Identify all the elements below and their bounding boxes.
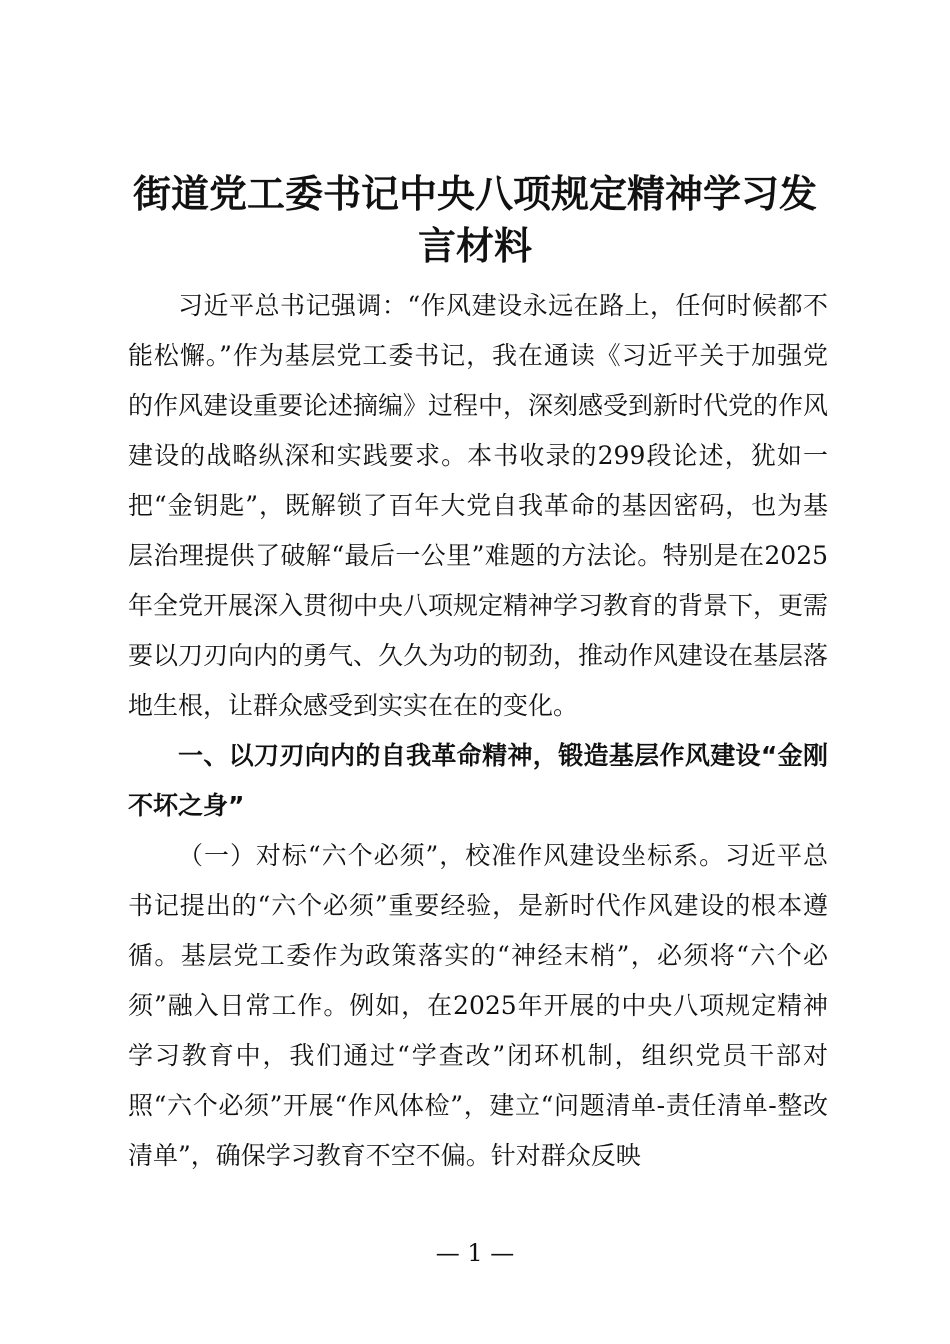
subsection-paragraph: （一）对标“六个必须”，校准作风建设坐标系。习近平总书记提出的“六个必须”重要经验，是新时代作风建设的根本遵循。基层党工委作为政策落实的“神经末梢”，必须将“六个必须”融入日常工作。例如，在2025年开展的中央八项规定精神学习教育中，我们通过“学查改”闭环机制，组织党员干部对照“六个必须”开展“作风体检”，建立“问题清单-责任清单-整改清单”，确保学习教育不空不偏。针对群众反映 <box>128 841 828 1170</box>
document-body <box>128 281 828 1181</box>
document-title: 街道党工委书记中央八项规定精神学习发言材料 <box>132 171 817 268</box>
intro-paragraph: 习近平总书记强调：“作风建设永远在路上，任何时候都不能松懈。”作为基层党工委书记，我在通读《习近平关于加强党的作风建设重要论述摘编》过程中，深刻感受到新时代党的作风建设的战略纵深和实践要求。本书收录的299段论述，犹如一把“金钥匙”，既解锁了百年大党自我革命的基因密码，也为基层治理提供了破解“最后一公里”难题的方法论。特别是在2025年全党开展深入贯彻中央八项规定精神学习教育的背景下，更需要以刀刃向内的勇气、久久为功的韧劲，推动作风建设在基层落地生根，让群众感受到实实在在的变化。 <box>128 291 829 720</box>
page-number: — 1 — <box>435 1239 515 1267</box>
section-heading: 一、以刀刃向内的自我革命精神，锻造基层作风建设“金刚不坏之身” <box>128 741 828 820</box>
